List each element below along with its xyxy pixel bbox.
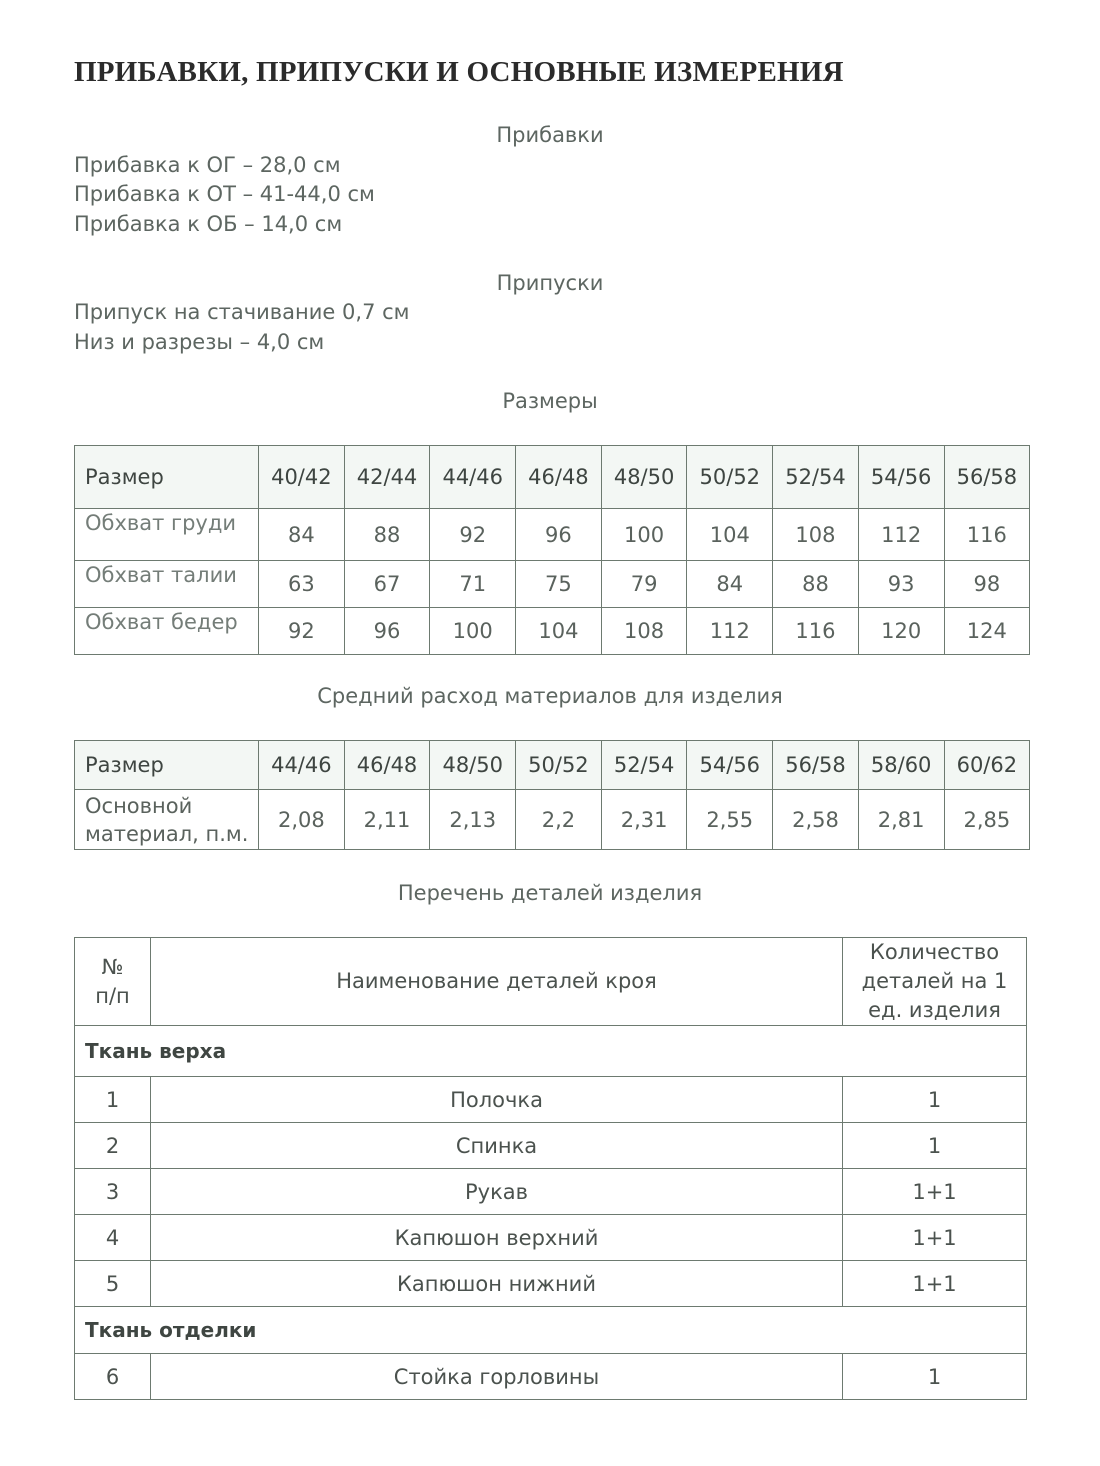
materials-header-cell: 58/60	[858, 741, 944, 790]
materials-header-cell: Размер	[75, 741, 259, 790]
allowance-line: Прибавка к ОГ – 28,0 см	[74, 153, 341, 177]
table-cell: 96	[516, 509, 602, 561]
header-line: Количество	[869, 940, 1000, 964]
table-cell: 112	[687, 608, 773, 655]
materials-header-row	[75, 741, 1030, 790]
sizes-header-cell: 56/58	[944, 446, 1030, 509]
parts-heading: Перечень деталей изделия	[397, 881, 703, 905]
table-cell: 2,58	[773, 790, 859, 850]
table-row	[75, 1077, 1027, 1123]
table-cell: 84	[259, 509, 345, 561]
table-cell: 96	[344, 608, 430, 655]
sizes-header-cell: 44/46	[430, 446, 516, 509]
allowances-heading: Прибавки	[496, 123, 604, 147]
table-cell: 104	[687, 509, 773, 561]
sizes-header-cell: 50/52	[687, 446, 773, 509]
table-cell: 100	[601, 509, 687, 561]
table-cell: 92	[259, 608, 345, 655]
part-name: Рукав	[151, 1169, 843, 1215]
table-row	[75, 1123, 1027, 1169]
table-row	[75, 509, 1030, 561]
materials-header-cell: 48/50	[430, 741, 516, 790]
sizes-header-row	[75, 446, 1030, 509]
header-line: ед. изделия	[868, 998, 1001, 1022]
table-cell: 120	[858, 608, 944, 655]
table-cell: 75	[516, 561, 602, 608]
table-cell: 88	[773, 561, 859, 608]
part-num: 1	[75, 1077, 151, 1123]
part-qty: 1	[843, 1077, 1027, 1123]
table-cell: 2,31	[601, 790, 687, 850]
part-qty: 1+1	[843, 1215, 1027, 1261]
header-line: п/п	[95, 983, 130, 1008]
parts-header-num	[75, 938, 151, 1026]
table-cell: 92	[430, 509, 516, 561]
table-cell: 2,11	[344, 790, 430, 850]
row-label: Обхват груди	[75, 509, 259, 561]
table-cell: 124	[944, 608, 1030, 655]
part-qty: 1+1	[843, 1261, 1027, 1307]
sizes-heading: Размеры	[502, 389, 598, 413]
parts-header-row	[75, 938, 1027, 1026]
table-row	[75, 1354, 1027, 1400]
table-cell: 108	[601, 608, 687, 655]
materials-header-cell: 46/48	[344, 741, 430, 790]
part-name: Полочка	[151, 1077, 843, 1123]
materials-table	[74, 740, 1030, 850]
page-title: ПРИБАВКИ, ПРИПУСКИ И ОСНОВНЫЕ ИЗМЕРЕНИЯ	[74, 56, 844, 88]
part-qty: 1	[843, 1123, 1027, 1169]
allowance-line: Прибавка к ОТ – 41-44,0 см	[74, 182, 375, 206]
row-label-line: Основной	[85, 793, 193, 818]
table-cell: 112	[858, 509, 944, 561]
sizes-header-cell: 54/56	[858, 446, 944, 509]
materials-heading: Средний расход материалов для изделия	[317, 684, 783, 708]
table-cell: 88	[344, 509, 430, 561]
parts-table	[74, 937, 1027, 1400]
group-row	[75, 1307, 1027, 1354]
materials-header-cell: 56/58	[773, 741, 859, 790]
part-num: 4	[75, 1215, 151, 1261]
table-cell: 116	[944, 509, 1030, 561]
table-row	[75, 1169, 1027, 1215]
materials-header-cell: 60/62	[944, 741, 1030, 790]
group-label: Ткань верха	[75, 1026, 1027, 1077]
sizes-header-cell: 40/42	[259, 446, 345, 509]
materials-header-cell: 54/56	[687, 741, 773, 790]
table-cell: 116	[773, 608, 859, 655]
part-name: Капюшон нижний	[151, 1261, 843, 1307]
allowance-line: Прибавка к ОБ – 14,0 см	[74, 212, 343, 236]
seam-allowance-line: Низ и разрезы – 4,0 см	[74, 330, 325, 354]
table-cell: 84	[687, 561, 773, 608]
table-cell: 100	[430, 608, 516, 655]
table-cell: 71	[430, 561, 516, 608]
table-cell: 98	[944, 561, 1030, 608]
row-label	[75, 790, 259, 850]
table-cell: 93	[858, 561, 944, 608]
part-qty: 1	[843, 1354, 1027, 1400]
sizes-header-cell: 46/48	[516, 446, 602, 509]
group-row	[75, 1026, 1027, 1077]
seam-allowances-heading: Припуски	[496, 271, 604, 295]
header-line: №	[101, 954, 124, 979]
table-cell: 2,55	[687, 790, 773, 850]
table-row	[75, 1215, 1027, 1261]
sizes-table	[74, 445, 1030, 655]
sizes-header-cell: Размер	[75, 446, 259, 509]
table-cell: 2,85	[944, 790, 1030, 850]
table-cell: 2,81	[858, 790, 944, 850]
part-name: Спинка	[151, 1123, 843, 1169]
materials-header-cell: 50/52	[516, 741, 602, 790]
table-cell: 79	[601, 561, 687, 608]
header-line: деталей на 1	[861, 969, 1008, 993]
parts-header-name: Наименование деталей кроя	[151, 938, 843, 1026]
row-label-line: материал, п.м.	[85, 821, 249, 846]
table-cell: 2,13	[430, 790, 516, 850]
table-row	[75, 790, 1030, 850]
part-num: 2	[75, 1123, 151, 1169]
table-cell: 63	[259, 561, 345, 608]
table-cell: 104	[516, 608, 602, 655]
part-num: 5	[75, 1261, 151, 1307]
row-label: Обхват бедер	[75, 608, 259, 655]
seam-allowance-line: Припуск на стачивание 0,7 см	[74, 300, 410, 324]
part-name: Стойка горловины	[151, 1354, 843, 1400]
part-num: 3	[75, 1169, 151, 1215]
sizes-header-cell: 42/44	[344, 446, 430, 509]
table-row	[75, 1261, 1027, 1307]
parts-header-qty	[843, 938, 1027, 1026]
materials-header-cell: 52/54	[601, 741, 687, 790]
part-num: 6	[75, 1354, 151, 1400]
materials-header-cell: 44/46	[259, 741, 345, 790]
sizes-header-cell: 48/50	[601, 446, 687, 509]
row-label: Обхват талии	[75, 561, 259, 608]
sizes-header-cell: 52/54	[773, 446, 859, 509]
group-label: Ткань отделки	[75, 1307, 1027, 1354]
part-name: Капюшон верхний	[151, 1215, 843, 1261]
table-row	[75, 561, 1030, 608]
table-cell: 67	[344, 561, 430, 608]
table-cell: 2,2	[516, 790, 602, 850]
part-qty: 1+1	[843, 1169, 1027, 1215]
table-cell: 108	[773, 509, 859, 561]
table-row	[75, 608, 1030, 655]
table-cell: 2,08	[259, 790, 345, 850]
